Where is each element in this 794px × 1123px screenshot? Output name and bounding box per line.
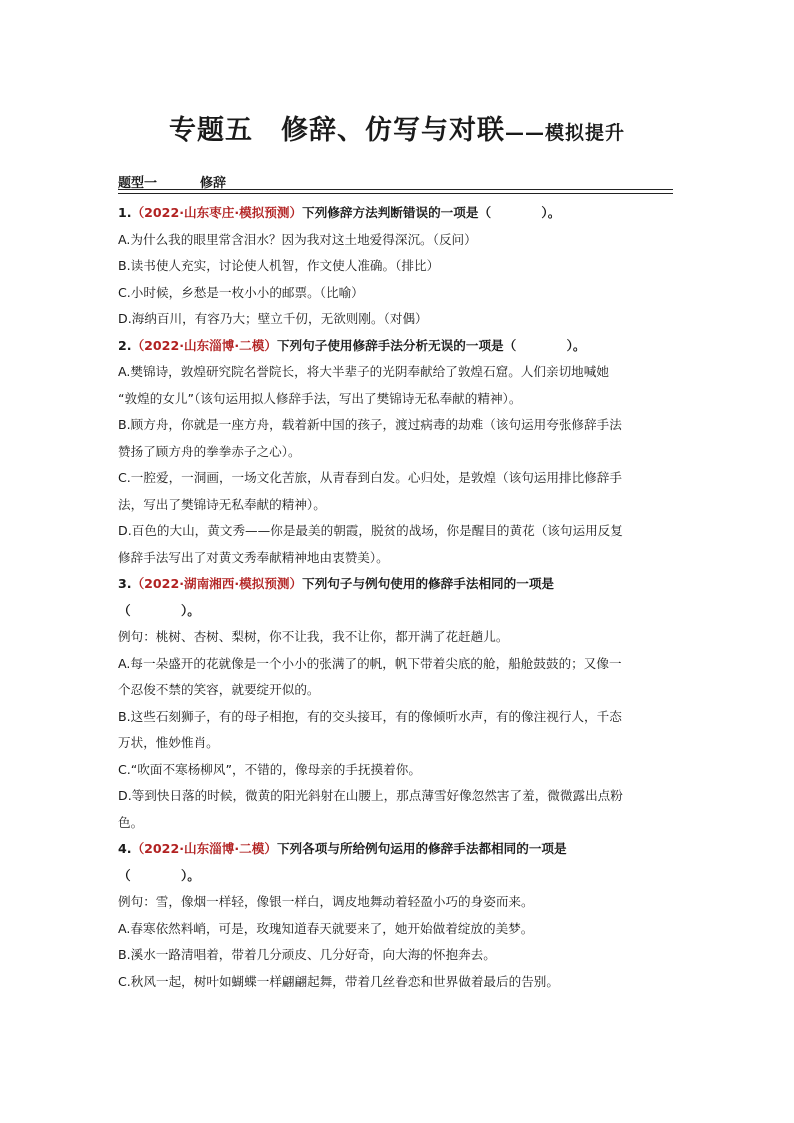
question-3-option-a-line-2: 个忍俊不禁的笑容，就要绽开似的。	[118, 682, 320, 697]
question-2-option-d-line-1: D.百色的大山，黄文秀——你是最美的朝霞，脱贫的战场，你是醒目的黄花（该句运用反复	[118, 523, 623, 538]
question-1-option-b: B.读书使人充实，讨论使人机智，作文使人准确。（排比）	[118, 258, 440, 273]
question-2-option-b-line-2: 赞扬了顾方舟的拳拳赤子之心）。	[118, 443, 301, 459]
question-4-stem	[118, 836, 674, 863]
section-header	[118, 172, 673, 190]
question-source: （2022·山东枣庄·模拟预测）	[131, 205, 303, 220]
question-number: 3.	[118, 576, 132, 591]
question-3-option-b-line-2: 万状，惟妙惟肖。	[118, 735, 219, 750]
question-source: （2022·湖南湘西·模拟预测）	[131, 576, 303, 591]
question-4-option-b: B.溪水一路清唱着，带着几分顽皮、几分好奇，向大海的怀抱奔去。	[118, 947, 496, 962]
section-rule-thin	[118, 193, 673, 194]
page-title	[0, 108, 794, 147]
question-list	[118, 200, 674, 995]
section-name: 修辞	[200, 176, 227, 191]
question-3-answer-blank: （ ）。	[118, 602, 200, 618]
section-tag: 题型一	[118, 176, 158, 191]
question-text: 下列修辞方法判断错误的一项是（ ）。	[302, 205, 561, 220]
question-1-option-d: D.海纳百川，有容乃大；壁立千仞，无欲则刚。（对偶）	[118, 311, 428, 326]
question-4-option-a: A.春寒依然料峭，可是，玫瑰知道春天就要来了，她开始做着绽放的美梦。	[118, 920, 534, 936]
question-text: 下列句子与例句使用的修辞手法相同的一项是	[302, 576, 554, 591]
page-title-sub: ——模拟提升	[504, 122, 625, 144]
question-1-option-a: A.为什么我的眼里常含泪水？因为我对这土地爱得深沉。（反问）	[118, 231, 477, 247]
question-3-option-a-line-1: A.每一朵盛开的花就像是一个小小的张满了的帆，帆下带着尖底的舱，船舱鼓鼓的；又像一	[118, 655, 622, 671]
question-3-option-c: C.“吹面不寒杨柳风”，不错的，像母亲的手抚摸着你。	[118, 761, 421, 777]
question-source: （2022·山东淄博·二模）	[131, 841, 277, 856]
question-4-answer-blank: （ ）。	[118, 867, 200, 883]
question-source: （2022·山东淄博·二模）	[131, 337, 277, 353]
question-1-option-c: C.小时候，乡愁是一枚小小的邮票。（比喻）	[118, 284, 364, 300]
question-3-option-d-line-2: 色。	[118, 814, 144, 830]
question-2-option-a-line-1: A.樊锦诗，敦煌研究院名誉院长，将大半辈子的光阴奉献给了敦煌石窟。人们亲切地喊她	[118, 364, 609, 379]
question-2-option-c-line-2: 法，写出了樊锦诗无私奉献的精神）。	[118, 496, 326, 512]
question-3-option-d-line-1: D.等到快日落的时候，微黄的阳光斜射在山腰上，那点薄雪好像忽然害了羞，微微露出点粉	[118, 788, 623, 803]
question-text: 下列句子使用修辞手法分析无误的一项是（ ）。	[276, 337, 586, 353]
question-number: 4.	[118, 841, 132, 856]
question-text: 下列各项与所给例句运用的修辞手法都相同的一项是	[276, 841, 567, 856]
question-1-stem	[118, 200, 674, 227]
question-4-example: 例句：雪，像烟一样轻，像银一样白，调皮地舞动着轻盈小巧的身姿而来。	[118, 894, 534, 909]
question-2-option-b-line-1: B.顾方舟，你就是一座方舟，载着新中国的孩子，渡过病毒的劫难（该句运用夸张修辞手法	[118, 417, 622, 432]
question-number: 2.	[118, 337, 132, 353]
question-2-stem	[118, 333, 674, 360]
question-2-option-d-line-2: 修辞手法写出了对黄文秀奉献精神地由衷赞美）。	[118, 549, 389, 565]
question-number: 1.	[118, 205, 132, 220]
question-2-option-c-line-1: C.一腔爱，一洞画，一场文化苦旅，从青春到白发。心归处，是敦煌（该句运用排比修辞手	[118, 470, 622, 485]
question-4-option-c: C.秋风一起，树叶如蝴蝶一样翩翩起舞，带着几丝眷恋和世界做着最后的告别。	[118, 973, 559, 989]
question-2-option-a-line-2: “敦煌的女儿”（该句运用拟人修辞手法，写出了樊锦诗无私奉献的精神）。	[118, 390, 522, 406]
question-3-stem	[118, 571, 674, 598]
question-3-example: 例句：桃树、杏树、梨树，你不让我，我不让你，都开满了花赶趟儿。	[118, 629, 509, 644]
page-title-main: 专题五 修辞、仿写与对联	[168, 115, 505, 146]
section-rule-thick	[118, 189, 673, 190]
question-3-option-b-line-1: B.这些石刻狮子，有的母子相抱，有的交头接耳，有的像倾听水声，有的像注视行人，千态	[118, 708, 622, 724]
